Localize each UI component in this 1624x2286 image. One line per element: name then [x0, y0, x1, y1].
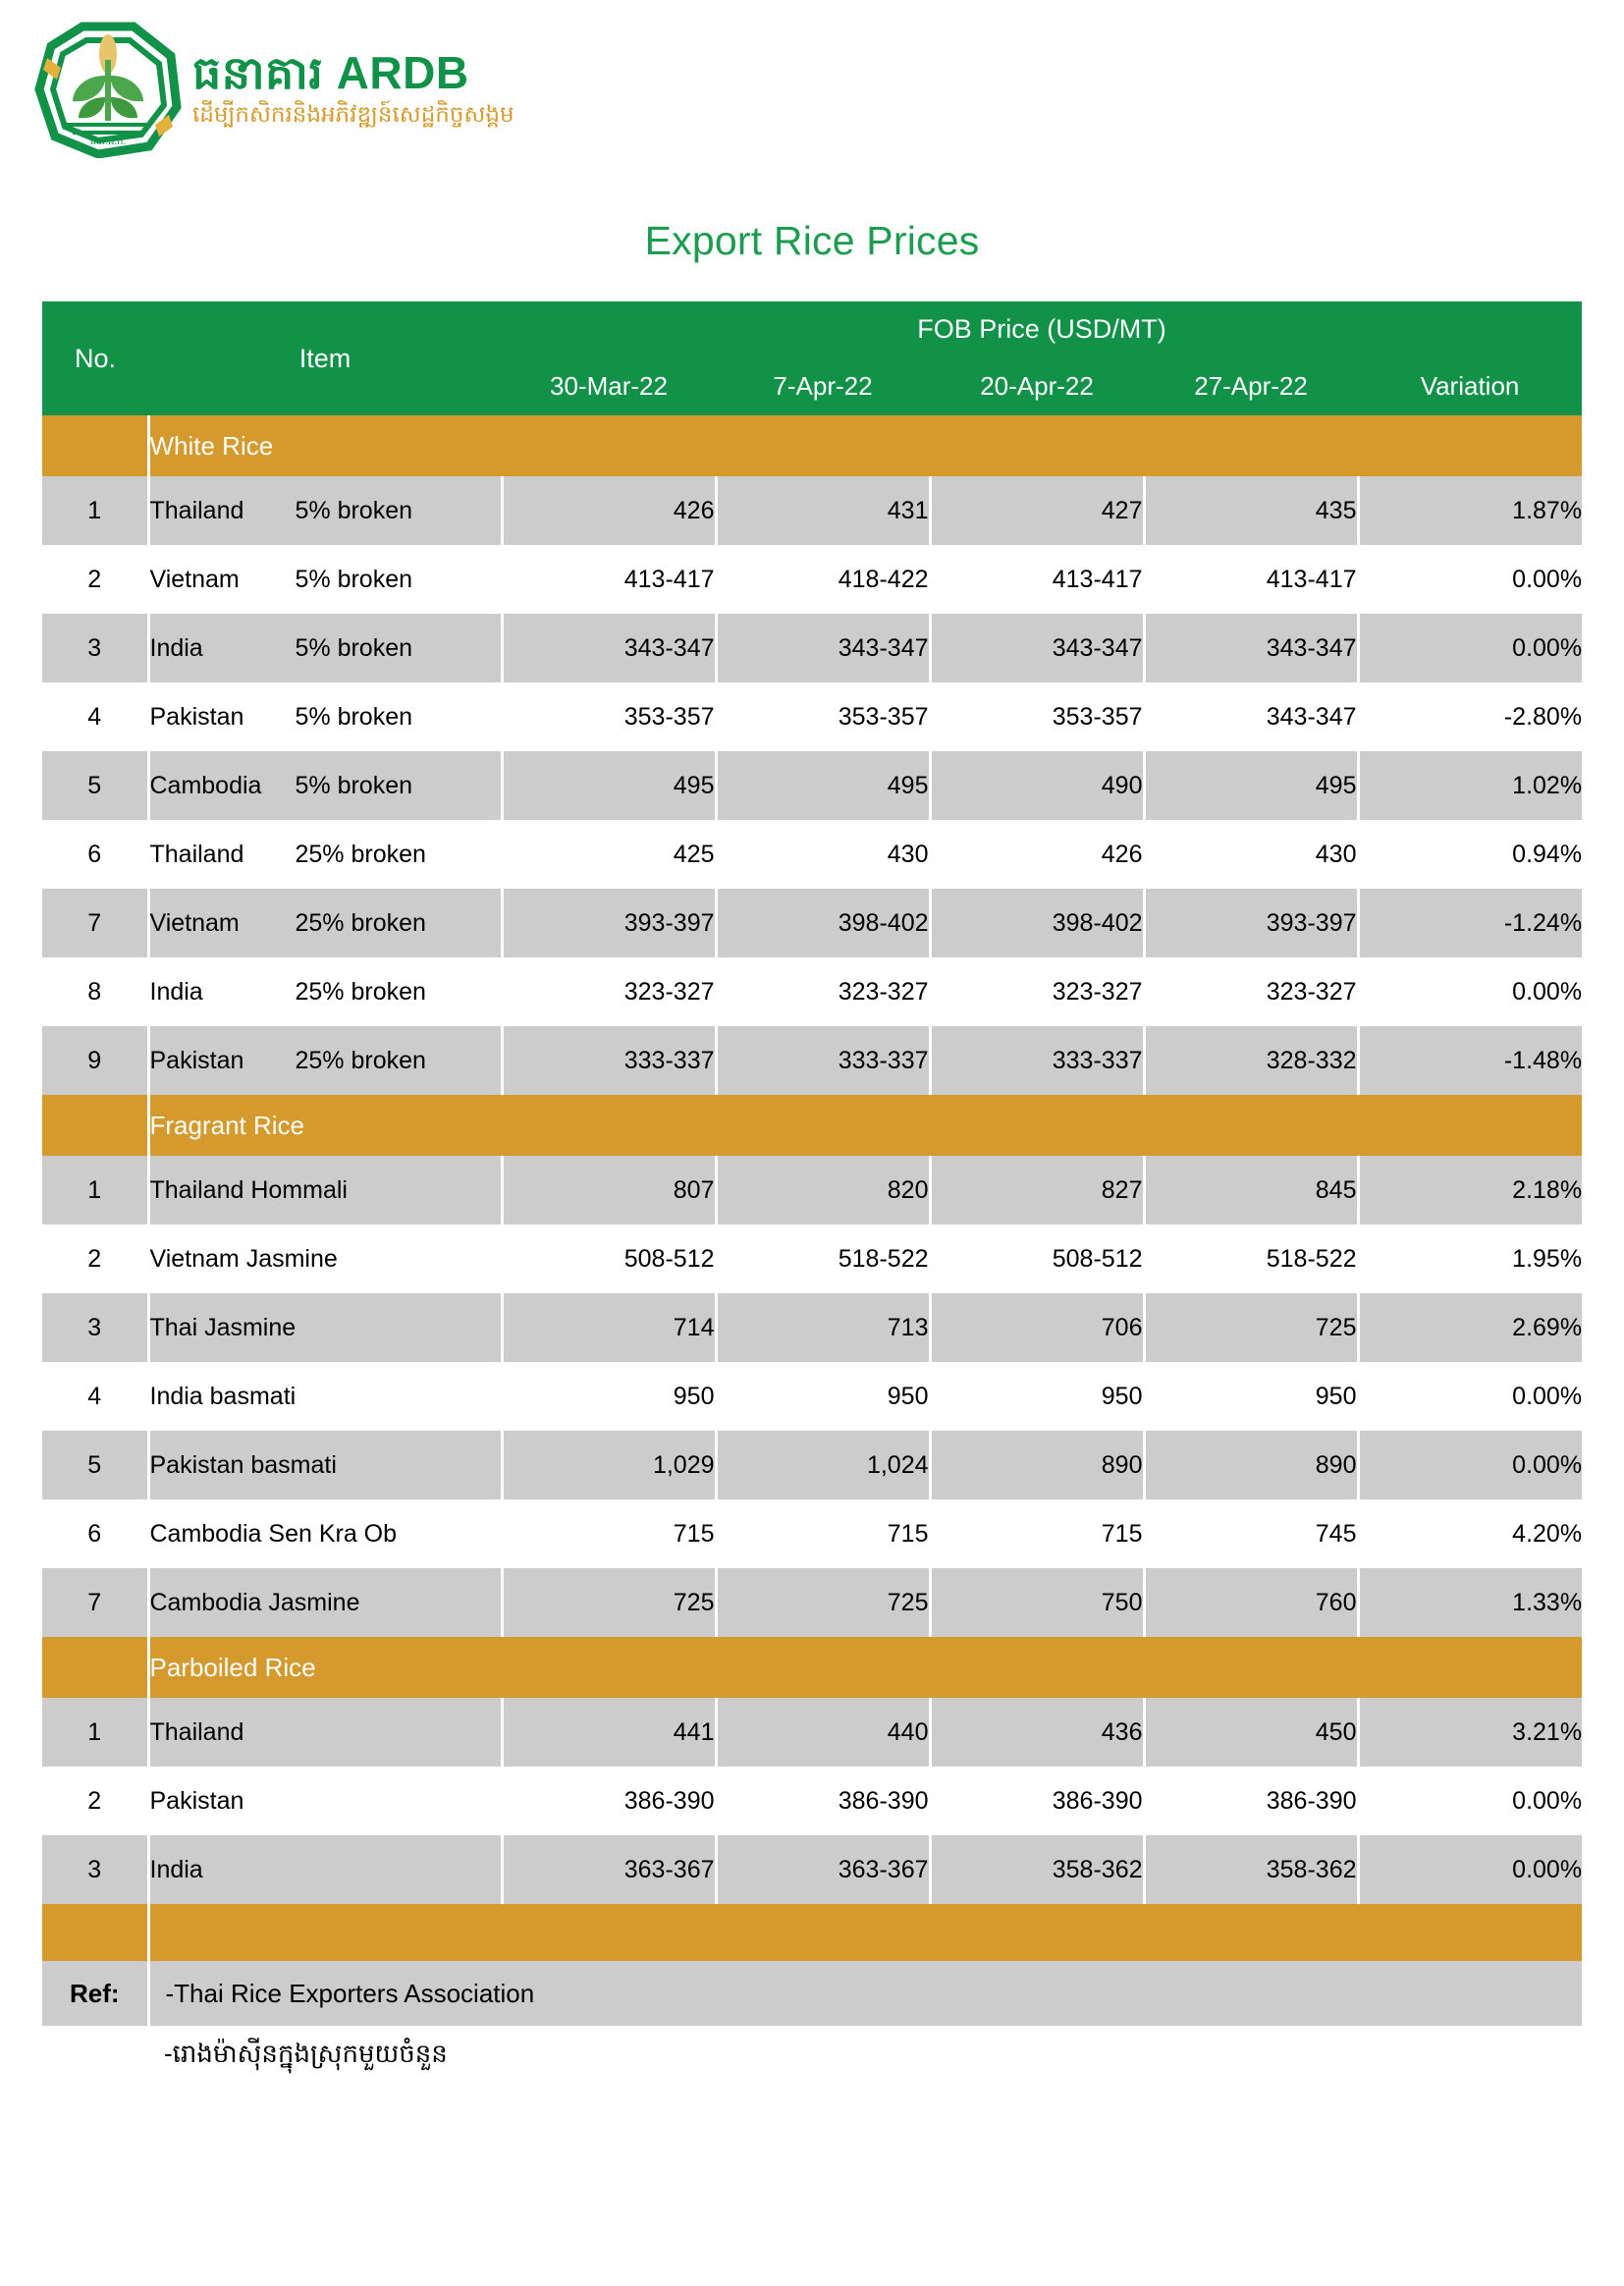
price-30-mar-22: 353-357 [502, 682, 716, 751]
row-number: 5 [42, 751, 148, 820]
price-30-mar-22: 1,029 [502, 1431, 716, 1499]
row-item [148, 1835, 502, 1904]
price-20-apr-22: 426 [930, 820, 1144, 889]
table-row [42, 1431, 1582, 1499]
price-27-apr-22: 323-327 [1144, 957, 1358, 1026]
item-country: Pakistan [149, 702, 244, 731]
row-item [148, 1698, 502, 1767]
price-27-apr-22: 760 [1144, 1568, 1358, 1637]
price-20-apr-22: 323-327 [930, 957, 1144, 1026]
row-item [148, 614, 502, 682]
row-number: 7 [42, 889, 148, 957]
price-table-wrapper [42, 301, 1582, 2087]
price-7-apr-22: 713 [716, 1293, 930, 1362]
price-variation: 4.20% [1358, 1499, 1582, 1568]
table-row [42, 545, 1582, 614]
header-row-top [42, 301, 1582, 356]
row-number: 3 [42, 614, 148, 682]
table-row [42, 1362, 1582, 1431]
row-number: 1 [42, 1698, 148, 1767]
price-27-apr-22: 450 [1144, 1698, 1358, 1767]
price-variation: 0.00% [1358, 1767, 1582, 1835]
column-header-fob-group: FOB Price (USD/MT) [502, 301, 1582, 356]
table-row [42, 889, 1582, 957]
row-item [148, 476, 502, 545]
item-grade: 25% broken [295, 908, 426, 937]
price-30-mar-22: 323-327 [502, 957, 716, 1026]
price-20-apr-22: 427 [930, 476, 1144, 545]
price-variation: 0.00% [1358, 1362, 1582, 1431]
price-27-apr-22: 343-347 [1144, 614, 1358, 682]
price-20-apr-22: 413-417 [930, 545, 1144, 614]
item-country: India [149, 1855, 203, 1883]
group-band-row [42, 415, 1582, 476]
row-item [148, 1499, 502, 1568]
price-7-apr-22: 1,024 [716, 1431, 930, 1499]
table-row [42, 1698, 1582, 1767]
table-row [42, 1293, 1582, 1362]
price-variation: 0.00% [1358, 614, 1582, 682]
item-country: Vietnam [149, 908, 240, 937]
column-header-date-2: 7-Apr-22 [716, 356, 930, 415]
price-27-apr-22: 845 [1144, 1156, 1358, 1225]
price-7-apr-22: 363-367 [716, 1835, 930, 1904]
column-header-date-4: 27-Apr-22 [1144, 356, 1358, 415]
item-country: Vietnam Jasmine [149, 1244, 338, 1273]
row-number: 2 [42, 1225, 148, 1293]
group-band-no-cell [42, 1095, 148, 1156]
row-number: 2 [42, 545, 148, 614]
item-country: Cambodia [149, 771, 262, 799]
price-20-apr-22: 508-512 [930, 1225, 1144, 1293]
price-7-apr-22: 950 [716, 1362, 930, 1431]
item-country: India basmati [149, 1382, 297, 1410]
column-header-item: Item [148, 301, 502, 415]
row-item [148, 682, 502, 751]
price-30-mar-22: 425 [502, 820, 716, 889]
price-30-mar-22: 413-417 [502, 545, 716, 614]
price-27-apr-22: 725 [1144, 1293, 1358, 1362]
price-variation: 2.69% [1358, 1293, 1582, 1362]
price-30-mar-22: 508-512 [502, 1225, 716, 1293]
price-7-apr-22: 418-422 [716, 545, 930, 614]
table-row [42, 751, 1582, 820]
price-7-apr-22: 820 [716, 1156, 930, 1225]
price-30-mar-22: 343-347 [502, 614, 716, 682]
item-country: Pakistan [149, 1786, 244, 1815]
price-20-apr-22: 706 [930, 1293, 1144, 1362]
price-20-apr-22: 490 [930, 751, 1144, 820]
brand-tagline: ដើម្បីកសិករនិងអភិវឌ្ឍន៍សេដ្ឋកិច្ចសង្គម [192, 101, 514, 128]
brand-name: ធនាគារ ARDB [192, 46, 469, 98]
price-7-apr-22: 715 [716, 1499, 930, 1568]
price-20-apr-22: 358-362 [930, 1835, 1144, 1904]
row-item [148, 1362, 502, 1431]
price-variation: -1.48% [1358, 1026, 1582, 1095]
price-variation: 0.00% [1358, 957, 1582, 1026]
price-30-mar-22: 393-397 [502, 889, 716, 957]
price-7-apr-22: 440 [716, 1698, 930, 1767]
price-variation: 2.18% [1358, 1156, 1582, 1225]
table-row [42, 1499, 1582, 1568]
row-item [148, 545, 502, 614]
price-27-apr-22: 430 [1144, 820, 1358, 889]
column-header-variation: Variation [1358, 356, 1582, 415]
item-grade: 5% broken [295, 702, 413, 731]
price-27-apr-22: 393-397 [1144, 889, 1358, 957]
table-row [42, 1225, 1582, 1293]
row-number: 6 [42, 1499, 148, 1568]
price-30-mar-22: 714 [502, 1293, 716, 1362]
price-27-apr-22: 745 [1144, 1499, 1358, 1568]
item-grade: 5% broken [295, 771, 413, 799]
price-variation: -1.24% [1358, 889, 1582, 957]
price-27-apr-22: 343-347 [1144, 682, 1358, 751]
row-item [148, 1026, 502, 1095]
price-27-apr-22: 495 [1144, 751, 1358, 820]
price-7-apr-22: 386-390 [716, 1767, 930, 1835]
price-27-apr-22: 518-522 [1144, 1225, 1358, 1293]
row-number: 6 [42, 820, 148, 889]
reference-empty-cell [42, 2026, 148, 2087]
row-item [148, 820, 502, 889]
price-27-apr-22: 950 [1144, 1362, 1358, 1431]
row-number: 8 [42, 957, 148, 1026]
price-7-apr-22: 353-357 [716, 682, 930, 751]
price-7-apr-22: 398-402 [716, 889, 930, 957]
price-variation: 0.00% [1358, 545, 1582, 614]
price-20-apr-22: 950 [930, 1362, 1144, 1431]
table-row [42, 1026, 1582, 1095]
price-27-apr-22: 328-332 [1144, 1026, 1358, 1095]
row-item [148, 1568, 502, 1637]
spacer-no-cell [42, 1904, 148, 1961]
price-30-mar-22: 495 [502, 751, 716, 820]
brand-header [0, 0, 1624, 157]
price-30-mar-22: 807 [502, 1156, 716, 1225]
row-number: 3 [42, 1835, 148, 1904]
price-20-apr-22: 386-390 [930, 1767, 1144, 1835]
reference-line-2: -រោងម៉ាស៊ីនក្នុងស្រុកមួយចំនួន [148, 2026, 1582, 2087]
group-band-row [42, 1095, 1582, 1156]
item-country: Thai Jasmine [149, 1313, 297, 1341]
row-item [148, 1293, 502, 1362]
item-country: Thailand [149, 840, 244, 868]
item-country: Pakistan basmati [149, 1450, 337, 1479]
row-number: 9 [42, 1026, 148, 1095]
price-7-apr-22: 323-327 [716, 957, 930, 1026]
item-grade: 25% broken [295, 840, 426, 868]
price-27-apr-22: 435 [1144, 476, 1358, 545]
item-grade: 5% broken [295, 496, 413, 524]
export-rice-prices-table [42, 301, 1582, 2087]
price-7-apr-22: 495 [716, 751, 930, 820]
row-number: 4 [42, 682, 148, 751]
price-27-apr-22: 413-417 [1144, 545, 1358, 614]
row-item [148, 751, 502, 820]
price-7-apr-22: 333-337 [716, 1026, 930, 1095]
table-row [42, 1156, 1582, 1225]
price-20-apr-22: 353-357 [930, 682, 1144, 751]
price-7-apr-22: 518-522 [716, 1225, 930, 1293]
table-row [42, 1767, 1582, 1835]
row-item [148, 1225, 502, 1293]
row-item [148, 1431, 502, 1499]
item-country: Pakistan [149, 1046, 244, 1074]
reference-line-1: -Thai Rice Exporters Association [148, 1961, 1582, 2026]
footer-spacer-band [42, 1904, 1582, 1961]
price-7-apr-22: 725 [716, 1568, 930, 1637]
item-country: Thailand [149, 496, 244, 524]
price-20-apr-22: 343-347 [930, 614, 1144, 682]
row-number: 3 [42, 1293, 148, 1362]
price-20-apr-22: 333-337 [930, 1026, 1144, 1095]
price-27-apr-22: 890 [1144, 1431, 1358, 1499]
reference-row [42, 1961, 1582, 2026]
price-30-mar-22: 333-337 [502, 1026, 716, 1095]
price-30-mar-22: 441 [502, 1698, 716, 1767]
table-row [42, 820, 1582, 889]
row-item [148, 889, 502, 957]
price-20-apr-22: 398-402 [930, 889, 1144, 957]
item-grade: 25% broken [295, 1046, 426, 1074]
price-30-mar-22: 386-390 [502, 1767, 716, 1835]
column-header-date-3: 20-Apr-22 [930, 356, 1144, 415]
row-item [148, 957, 502, 1026]
price-variation: 3.21% [1358, 1698, 1582, 1767]
svg-text:ធ.អ.ជ.ក.: ធ.អ.ជ.ក. [89, 136, 127, 147]
group-band-no-cell [42, 1637, 148, 1698]
row-item [148, 1156, 502, 1225]
item-country: Thailand [149, 1717, 244, 1746]
price-30-mar-22: 715 [502, 1499, 716, 1568]
price-27-apr-22: 386-390 [1144, 1767, 1358, 1835]
price-20-apr-22: 827 [930, 1156, 1144, 1225]
item-grade: 25% broken [295, 977, 426, 1006]
price-variation: -2.80% [1358, 682, 1582, 751]
price-20-apr-22: 890 [930, 1431, 1144, 1499]
price-7-apr-22: 431 [716, 476, 930, 545]
row-item [148, 1767, 502, 1835]
price-30-mar-22: 950 [502, 1362, 716, 1431]
group-label: White Rice [148, 415, 1582, 476]
table-header [42, 301, 1582, 415]
item-country: India [149, 633, 203, 662]
price-20-apr-22: 436 [930, 1698, 1144, 1767]
reference-label: Ref: [42, 1961, 148, 2026]
column-header-date-1: 30-Mar-22 [502, 356, 716, 415]
price-27-apr-22: 358-362 [1144, 1835, 1358, 1904]
page-title: Export Rice Prices [644, 218, 980, 263]
group-band-row [42, 1637, 1582, 1698]
price-30-mar-22: 363-367 [502, 1835, 716, 1904]
row-number: 5 [42, 1431, 148, 1499]
row-number: 1 [42, 1156, 148, 1225]
row-number: 4 [42, 1362, 148, 1431]
table-row [42, 1835, 1582, 1904]
table-row [42, 1568, 1582, 1637]
price-7-apr-22: 430 [716, 820, 930, 889]
spacer-body-cell [148, 1904, 1582, 1961]
table-row [42, 614, 1582, 682]
price-variation: 1.33% [1358, 1568, 1582, 1637]
item-country: Thailand Hommali [149, 1175, 348, 1204]
table-row [42, 682, 1582, 751]
price-20-apr-22: 715 [930, 1499, 1144, 1568]
reference-row-2 [42, 2026, 1582, 2087]
item-grade: 5% broken [295, 565, 413, 593]
ardb-rice-emblem-logo-icon [33, 21, 183, 158]
price-7-apr-22: 343-347 [716, 614, 930, 682]
price-variation: 1.87% [1358, 476, 1582, 545]
table-row [42, 957, 1582, 1026]
table-row [42, 476, 1582, 545]
item-country: Cambodia Sen Kra Ob [149, 1519, 398, 1548]
price-variation: 1.95% [1358, 1225, 1582, 1293]
row-number: 2 [42, 1767, 148, 1835]
price-30-mar-22: 426 [502, 476, 716, 545]
price-variation: 0.00% [1358, 1835, 1582, 1904]
group-label: Parboiled Rice [148, 1637, 1582, 1698]
price-30-mar-22: 725 [502, 1568, 716, 1637]
item-country: Vietnam [149, 565, 240, 593]
column-header-no: No. [42, 301, 148, 415]
group-band-no-cell [42, 415, 148, 476]
item-country: India [149, 977, 203, 1006]
price-20-apr-22: 750 [930, 1568, 1144, 1637]
price-variation: 0.00% [1358, 1431, 1582, 1499]
item-grade: 5% broken [295, 633, 413, 662]
table-body [42, 415, 1582, 2087]
group-label: Fragrant Rice [148, 1095, 1582, 1156]
price-variation: 1.02% [1358, 751, 1582, 820]
item-country: Cambodia Jasmine [149, 1588, 360, 1616]
row-number: 7 [42, 1568, 148, 1637]
price-variation: 0.94% [1358, 820, 1582, 889]
brand-text-block [192, 46, 514, 130]
row-number: 1 [42, 476, 148, 545]
